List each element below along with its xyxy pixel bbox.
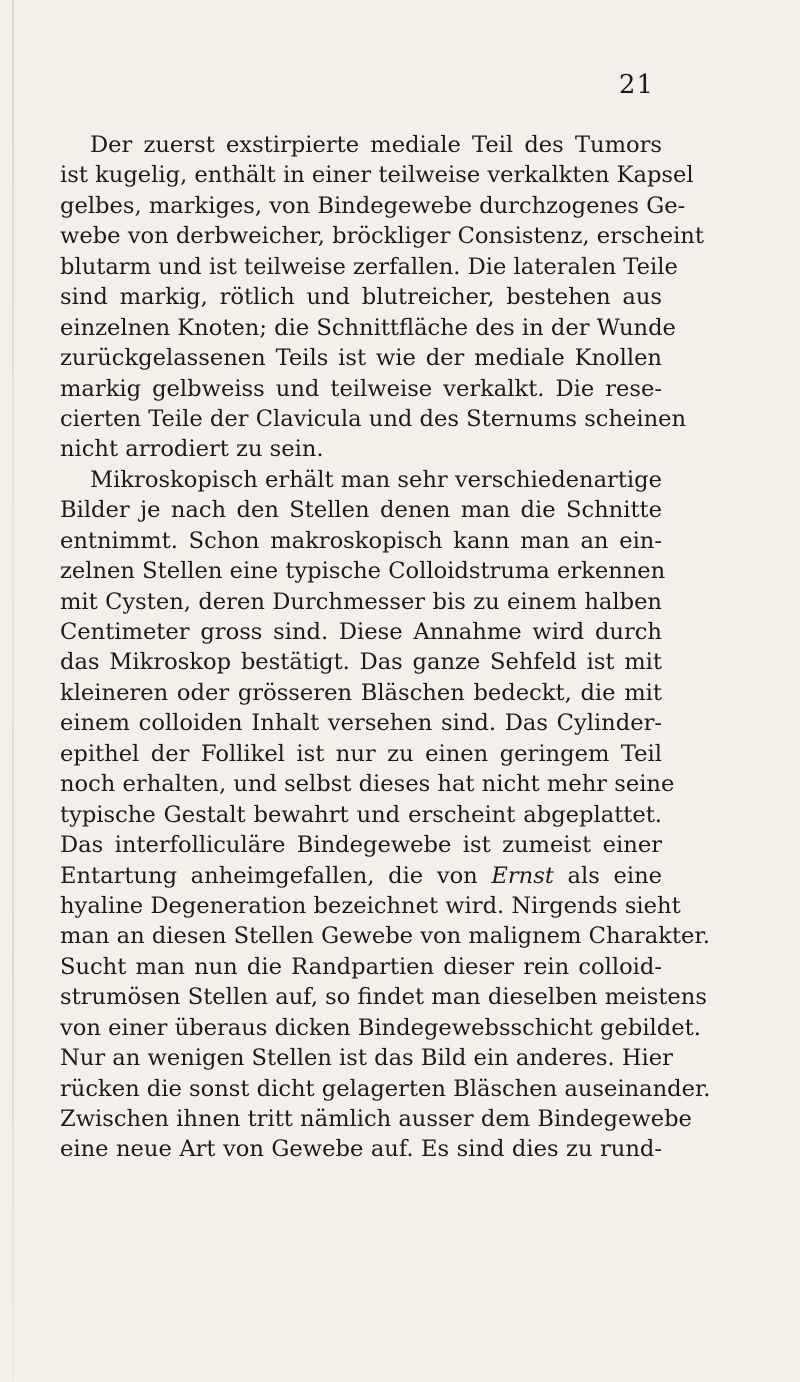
text-line: mit Cysten, deren Durchmesser bis zu einem halben bbox=[60, 588, 662, 615]
text-line: Nur an wenigen Stellen ist das Bild ein anderes. Hier bbox=[60, 1045, 673, 1072]
text-line: einem colloiden Inhalt versehen sind. Das Cylinder- bbox=[60, 710, 662, 737]
text-line: hyaline Degeneration bezeichnet wird. Nirgends sieht bbox=[60, 892, 681, 919]
text-line: von einer überaus dicken Bindegewebsschicht gebildet. bbox=[60, 1014, 701, 1041]
text-line: das Mikroskop bestätigt. Das ganze Sehfeld ist mit bbox=[60, 649, 662, 676]
text-line: eine neue Art von Gewebe auf. Es sind dies zu rund- bbox=[60, 1136, 662, 1163]
text-line: kleineren oder grösseren Bläschen bedeckt, die mit bbox=[60, 679, 662, 706]
text-line: Zwischen ihnen tritt nämlich ausser dem Bindegewebe bbox=[60, 1106, 692, 1132]
text-line: noch erhalten, und selbst dieses hat nicht mehr seine bbox=[60, 771, 675, 798]
text-line: rücken die sonst dicht gelagerten Bläschen auseinander. bbox=[60, 1075, 711, 1102]
text-line: Centimeter gross sind. Diese Annahme wird durch bbox=[60, 619, 662, 645]
text-line: webe von derbweicher, bröckliger Consistenz, erscheint bbox=[60, 223, 704, 250]
text-line: Der zuerst exstirpierte mediale Teil des Tumors bbox=[90, 132, 662, 158]
body-text bbox=[60, 130, 711, 1165]
text-line: zurückgelassenen Teils ist wie der mediale Knollen bbox=[60, 345, 662, 372]
text-line: sind markig, rötlich und blutreicher, bestehen aus bbox=[60, 284, 662, 311]
text-line: gelbes, markiges, von Bindegewebe durchzogenes Ge- bbox=[60, 192, 686, 219]
text-line: Bilder je nach den Stellen denen man die Schnitte bbox=[60, 497, 662, 524]
page-edge bbox=[12, 0, 14, 1382]
text-segment: Entartung anheimgefallen, die von bbox=[60, 862, 478, 889]
text-line: cierten Teile der Clavicula und des Sternums scheinen bbox=[60, 405, 687, 432]
text-line: einzelnen Knoten; die Schnittfläche des in der Wunde bbox=[60, 314, 676, 341]
text-line: markig gelbweiss und teilweise verkalkt. Die rese- bbox=[60, 375, 662, 402]
text-line: strumösen Stellen auf, so findet man dieselben meistens bbox=[60, 984, 707, 1011]
text-segment: als eine bbox=[567, 862, 662, 889]
text-line: epithel der Follikel ist nur zu einen geringem Teil bbox=[60, 740, 662, 767]
text-line: Das interfolliculäre Bindegewebe ist zumeist einer bbox=[60, 832, 662, 859]
text-line-with-author bbox=[60, 861, 662, 891]
author-name: Ernst bbox=[491, 862, 554, 889]
text-line: blutarm und ist teilweise zerfallen. Die lateralen Teile bbox=[60, 253, 678, 280]
text-line: nicht arrodiert zu sein. bbox=[60, 436, 324, 463]
page-number: 21 bbox=[618, 70, 654, 100]
text-line: man an diesen Stellen Gewebe von malignem Charakter. bbox=[60, 923, 710, 950]
text-line: entnimmt. Schon makroskopisch kann man an ein- bbox=[60, 527, 662, 554]
text-line: ist kugelig, enthält in einer teilweise verkalkten Kapsel bbox=[60, 162, 694, 189]
text-line: typische Gestalt bewahrt und erscheint abgeplattet. bbox=[60, 801, 662, 828]
text-line: Sucht man nun die Randpartien dieser rein colloid- bbox=[60, 953, 662, 980]
text-line: zelnen Stellen eine typische Colloidstruma erkennen bbox=[60, 558, 666, 585]
text-line: Mikroskopisch erhält man sehr verschiedenartige bbox=[90, 466, 662, 493]
